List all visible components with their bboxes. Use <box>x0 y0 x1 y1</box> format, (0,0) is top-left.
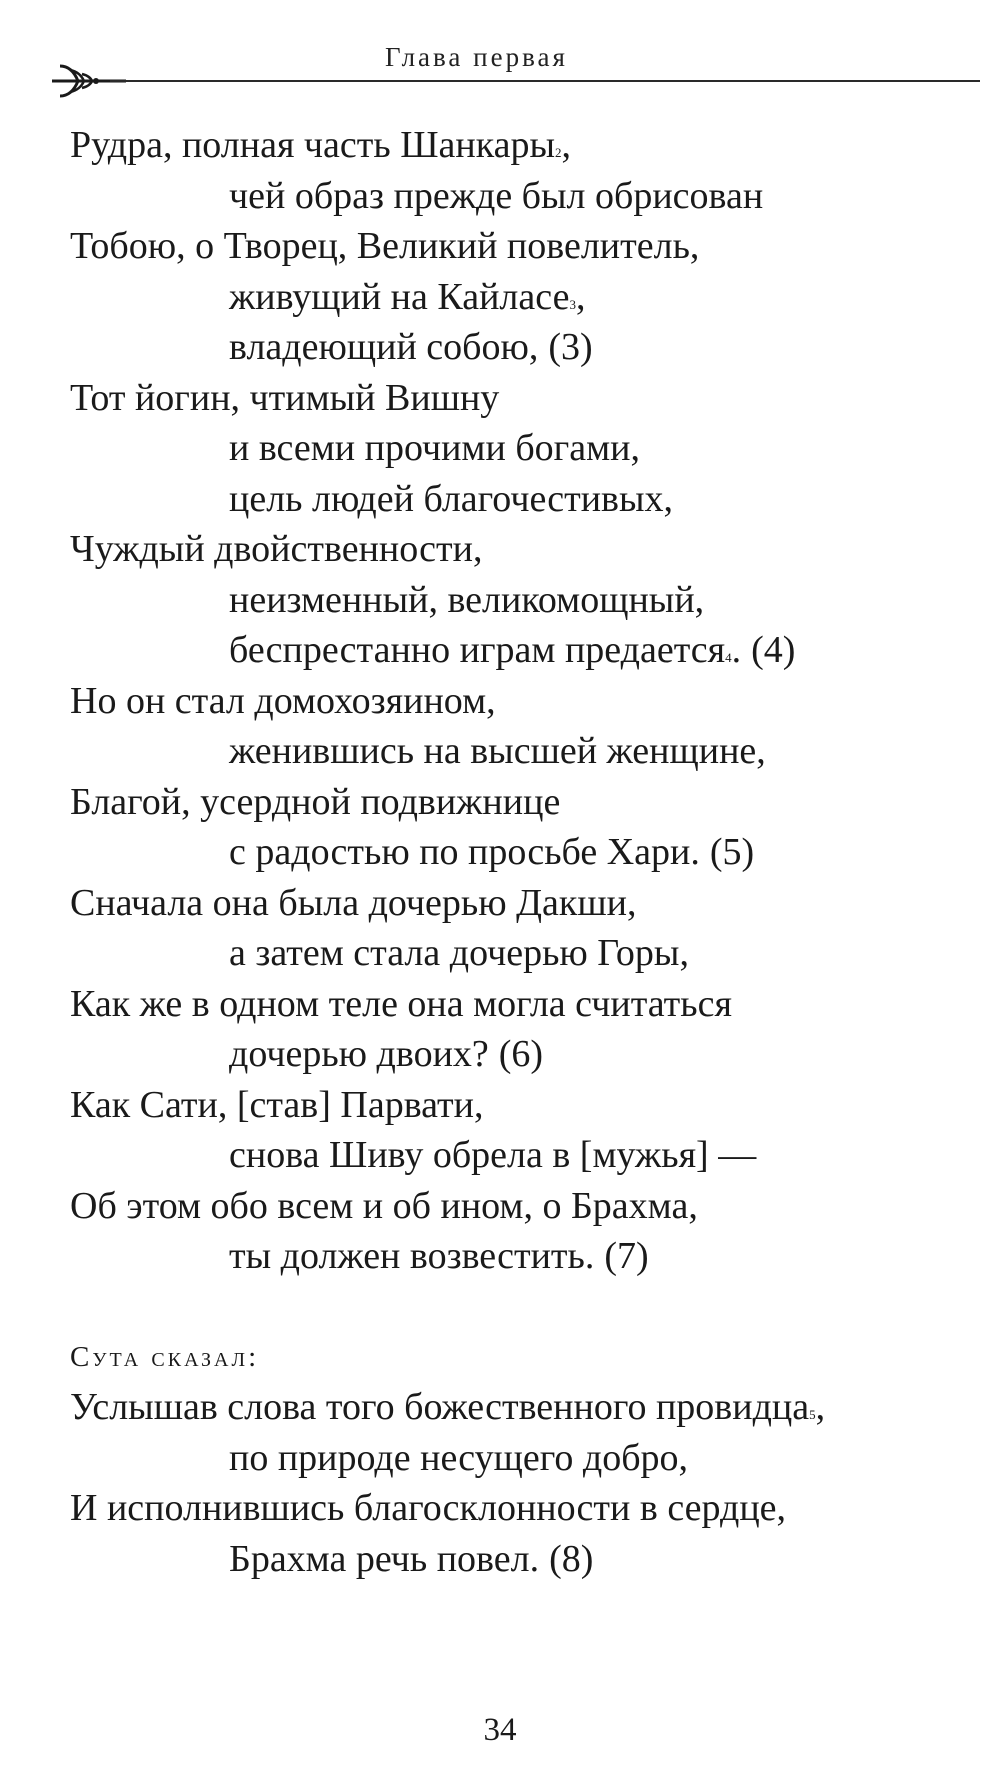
verse-number: (3) <box>548 326 593 368</box>
verse-text: неизменный, великомощный, <box>229 578 705 621</box>
verse-text: Брахма речь повел. <box>229 1537 540 1580</box>
verse-text: женившись на высшей женщине, <box>229 730 766 772</box>
verse-text: Тот йогин, чтимый Вишну <box>70 376 500 419</box>
verse-text: Сначала она была дочерью Дакши, <box>70 881 637 924</box>
verse-line <box>70 423 970 474</box>
page-number: 34 <box>483 1712 517 1748</box>
verse-line <box>70 878 970 929</box>
verse-line <box>70 726 970 777</box>
verse-text: Как же в одном теле она могла считаться <box>70 982 732 1025</box>
verse-text: по природе несущего добро, <box>229 1436 689 1479</box>
verse-line <box>70 221 970 272</box>
verse-text: Тобою, о Творец, Великий повелитель, <box>70 225 700 267</box>
verse-text: ты должен возвестить. <box>229 1235 595 1277</box>
verse-text: с радостью по просьбе Хари. <box>229 831 700 873</box>
verse-text: Но он стал домохозяином, <box>70 679 496 722</box>
verse-line <box>70 575 970 626</box>
verse-text: дочерью двоих? <box>229 1033 489 1075</box>
header-rule <box>110 80 980 82</box>
verse-line: Услышав слова того божественного провидца 5 , <box>70 1382 970 1433</box>
verse-line <box>70 979 970 1030</box>
verse-number: (5) <box>709 831 755 873</box>
verse-line <box>70 777 970 828</box>
verse-line <box>70 1433 970 1484</box>
verse-line <box>70 1080 970 1131</box>
verse-punctuation: , <box>575 275 586 318</box>
verse-text: владеющий собою, <box>229 326 539 368</box>
verse-text: беспрестанно играм предается <box>229 629 726 671</box>
verse-text: Рудра, полная часть Шанкары <box>70 124 556 166</box>
verse-text: И исполнившись благосклонности в сердце, <box>70 1487 787 1529</box>
verse-line: живущий на Кайласе 3 , <box>70 272 970 323</box>
verse-text: и всеми прочими богами, <box>229 427 640 469</box>
verse-text: чей образ прежде был обрисован <box>229 174 764 217</box>
verse-line <box>70 827 970 878</box>
page-header <box>0 0 1000 110</box>
verse-punctuation: . <box>731 629 742 671</box>
verse-line <box>70 171 970 222</box>
verse-text: Как Сати, [став] Парвати, <box>70 1083 484 1126</box>
verse-line <box>70 524 970 575</box>
speaker-label: Сута сказал: <box>70 1340 260 1373</box>
verse-text: Об этом обо всем и об ином, о Брахма, <box>70 1184 698 1227</box>
verse-line <box>70 1534 970 1585</box>
verse-line <box>70 322 970 373</box>
verse-number: (6) <box>498 1033 544 1075</box>
verse-line <box>70 1130 970 1181</box>
verse-line <box>70 1181 970 1232</box>
verse-text: снова Шиву обрела в [мужья] — <box>229 1134 757 1176</box>
verse-line <box>70 373 970 424</box>
verse-line <box>70 928 970 979</box>
verse-line <box>70 1231 970 1282</box>
verse-text: Чуждый двойственности, <box>70 528 483 570</box>
verse-line: беспрестанно играм предается 4 . (4) <box>70 625 970 676</box>
verse-number: (4) <box>751 629 796 671</box>
verse-line <box>70 1029 970 1080</box>
verse-text: Услышав слова того божественного провидца <box>70 1386 810 1428</box>
verse-line <box>70 676 970 727</box>
verse-body <box>70 120 970 1584</box>
verse-line: Рудра, полная часть Шанкары 2 , <box>70 120 970 171</box>
verse-text: а затем стала дочерью Горы, <box>229 932 689 974</box>
chapter-title: Глава первая <box>385 42 568 72</box>
verse-text: живущий на Кайласе <box>229 275 570 318</box>
verse-line <box>70 474 970 525</box>
verse-punctuation: , <box>561 124 572 166</box>
verse-number: (8) <box>549 1537 594 1580</box>
verse-text: Благой, усердной подвижнице <box>70 780 561 823</box>
verse-text: цель людей благочестивых, <box>229 477 674 520</box>
verse-line <box>70 1483 970 1534</box>
verse-number: (7) <box>604 1235 649 1277</box>
verse-punctuation: , <box>815 1386 826 1428</box>
